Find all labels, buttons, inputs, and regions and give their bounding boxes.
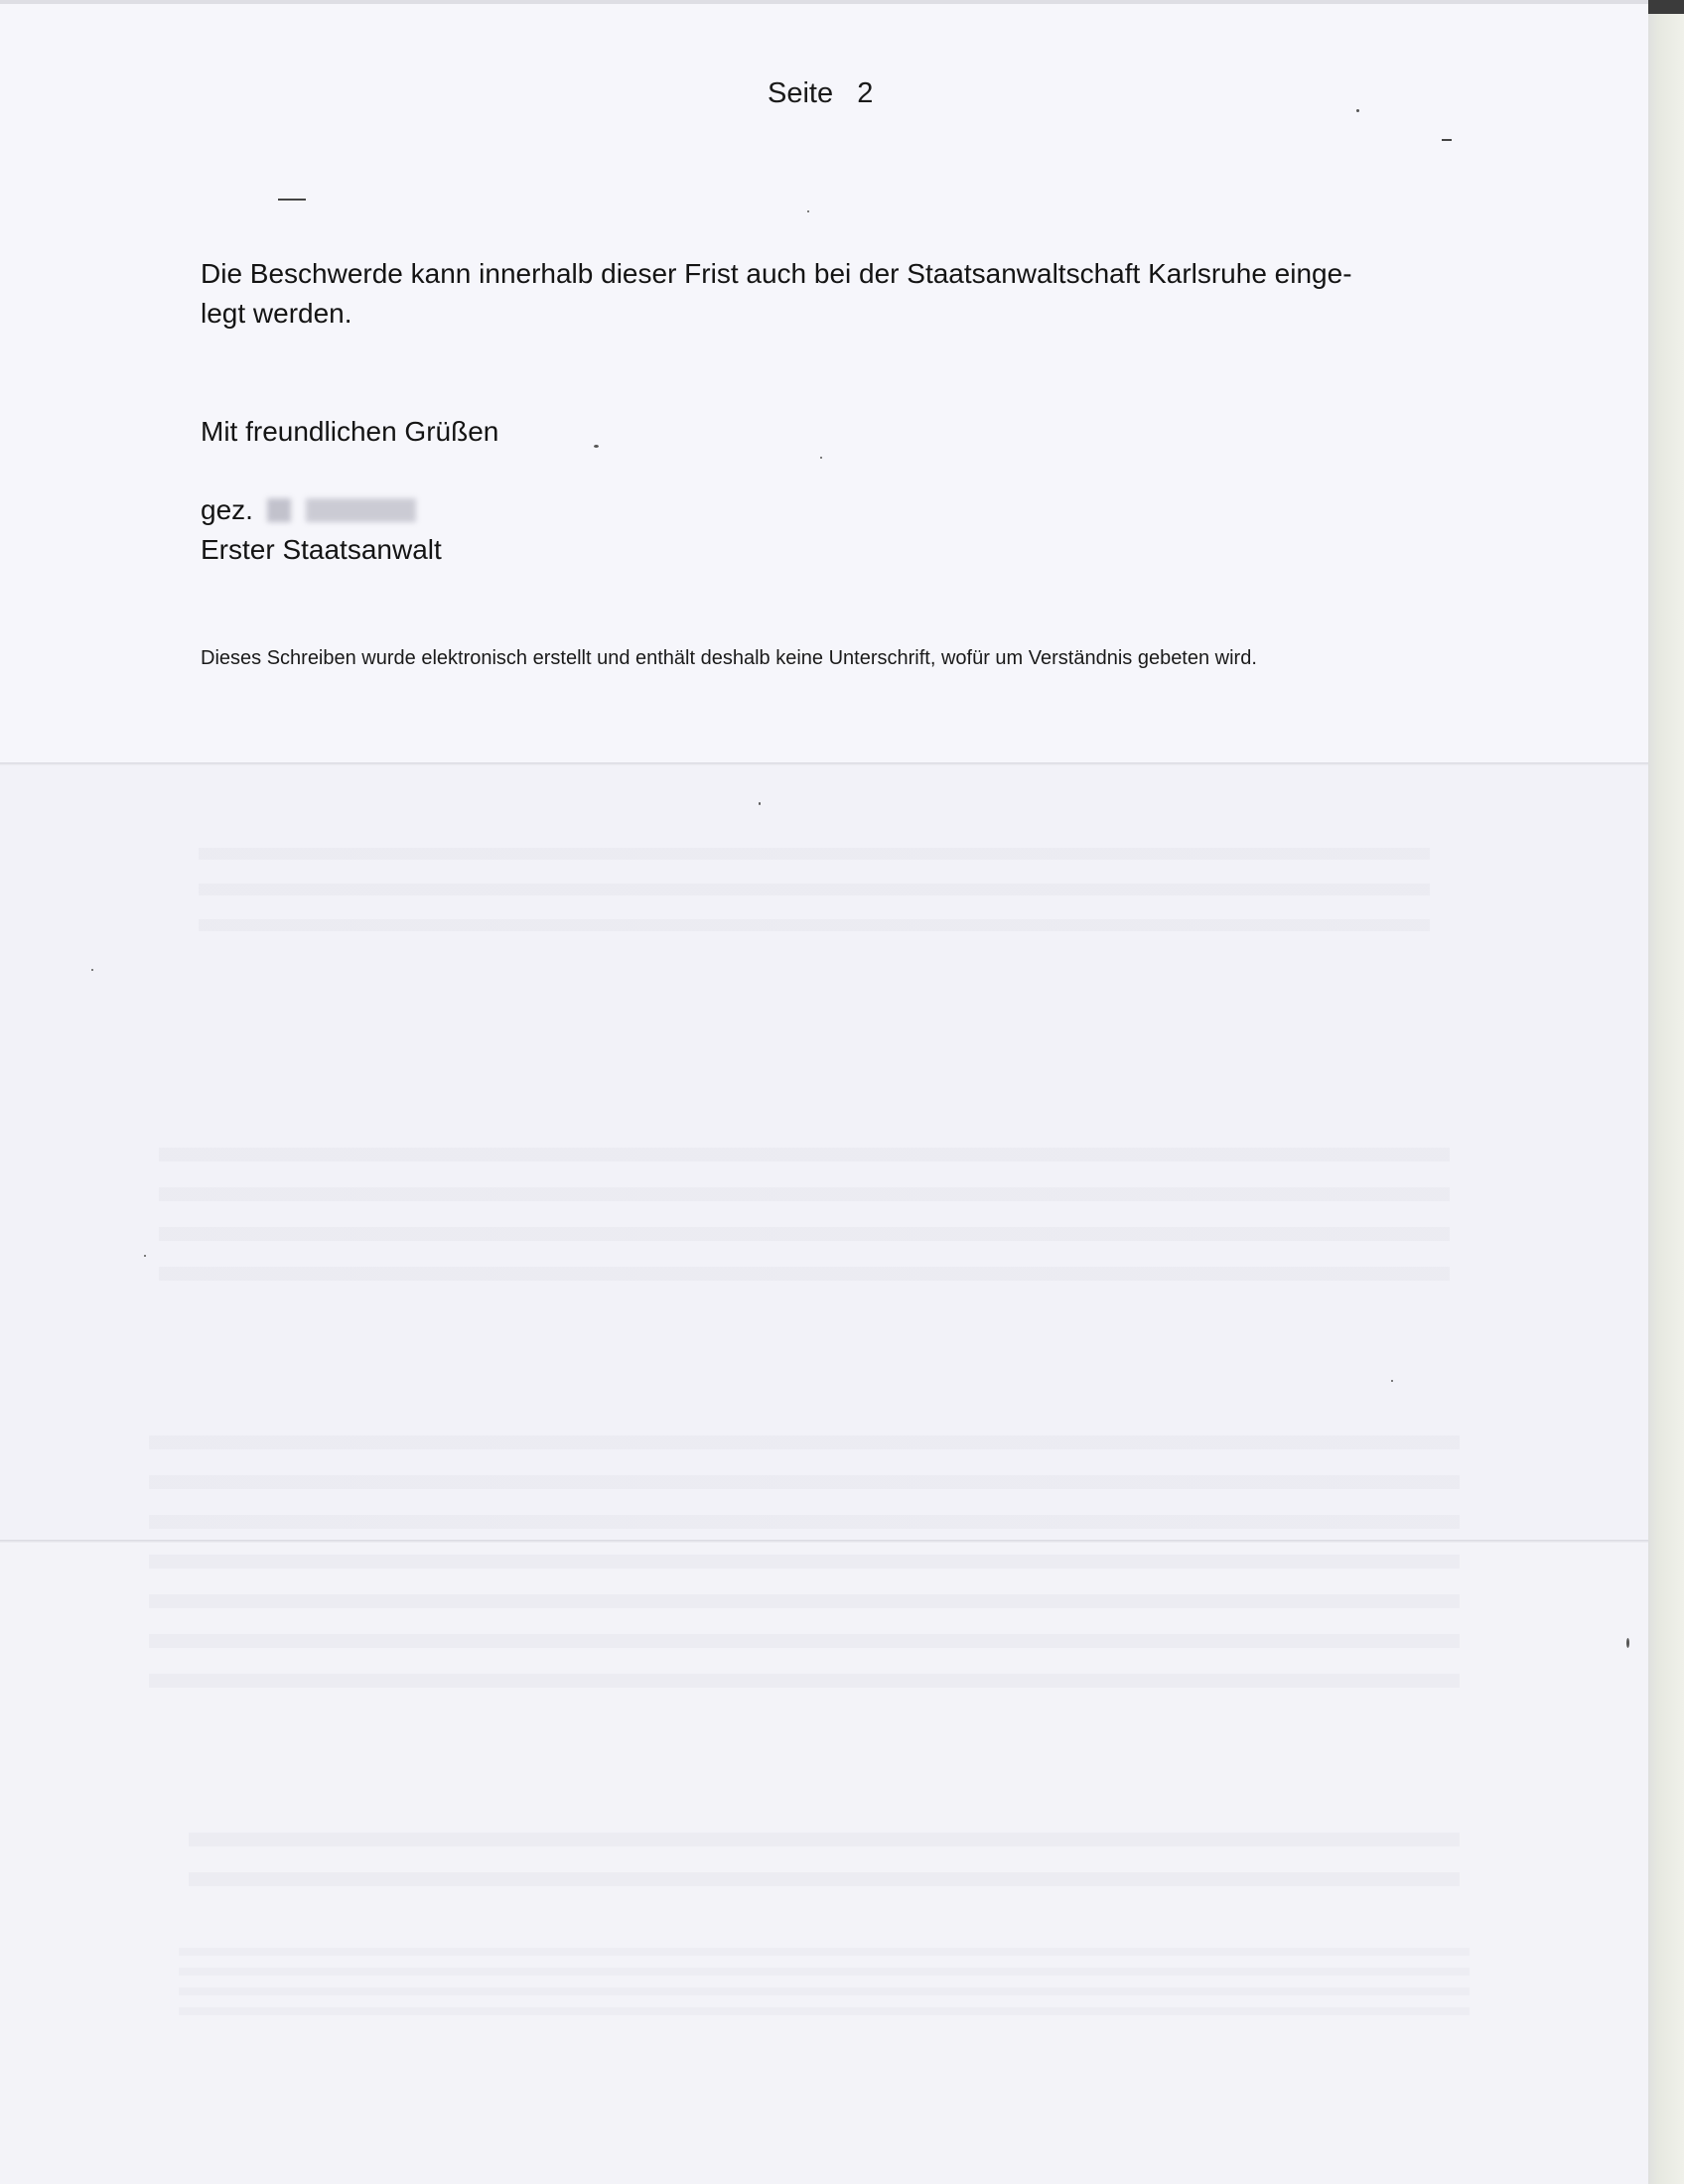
body-paragraph <box>201 254 1472 334</box>
scan-speck <box>1442 139 1452 141</box>
signer-title: Erster Staatsanwalt <box>201 534 442 565</box>
scan-speck <box>807 210 809 212</box>
scan-speck <box>1626 1638 1629 1648</box>
scan-speck <box>1391 1380 1393 1382</box>
scan-speck <box>1356 109 1359 112</box>
show-through-texture-4 <box>189 1807 1460 1896</box>
signature-line <box>201 494 416 526</box>
show-through-texture-3 <box>149 1410 1460 1688</box>
signature-prefix: gez. <box>201 494 253 525</box>
scan-speck <box>278 199 306 201</box>
show-through-texture-5 <box>179 1936 1470 2015</box>
show-through-texture-1 <box>199 824 1430 943</box>
body-line-1: Die Beschwerde kann innerhalb dieser Frist auch bei der Staatsanwaltschaft Karlsruhe einge- <box>201 258 1352 289</box>
body-line-2: legt werden. <box>201 298 352 329</box>
scan-speck <box>594 445 599 448</box>
page-number: Seite 2 <box>768 77 874 109</box>
scan-speck <box>759 802 761 805</box>
electronic-signature-note: Dieses Schreiben wurde elektronisch erstellt und enthält deshalb keine Unterschrift, wofür um Verständnis gebeten wird. <box>201 647 1257 669</box>
scan-speck <box>820 457 822 459</box>
redacted-name <box>267 498 416 522</box>
closing-salutation: Mit freundlichen Grüßen <box>201 416 499 447</box>
scan-speck <box>91 969 93 971</box>
page-top-edge <box>0 0 1648 4</box>
fold-line-upper <box>0 762 1648 765</box>
scan-speck <box>144 1255 146 1257</box>
show-through-texture-2 <box>159 1122 1450 1300</box>
